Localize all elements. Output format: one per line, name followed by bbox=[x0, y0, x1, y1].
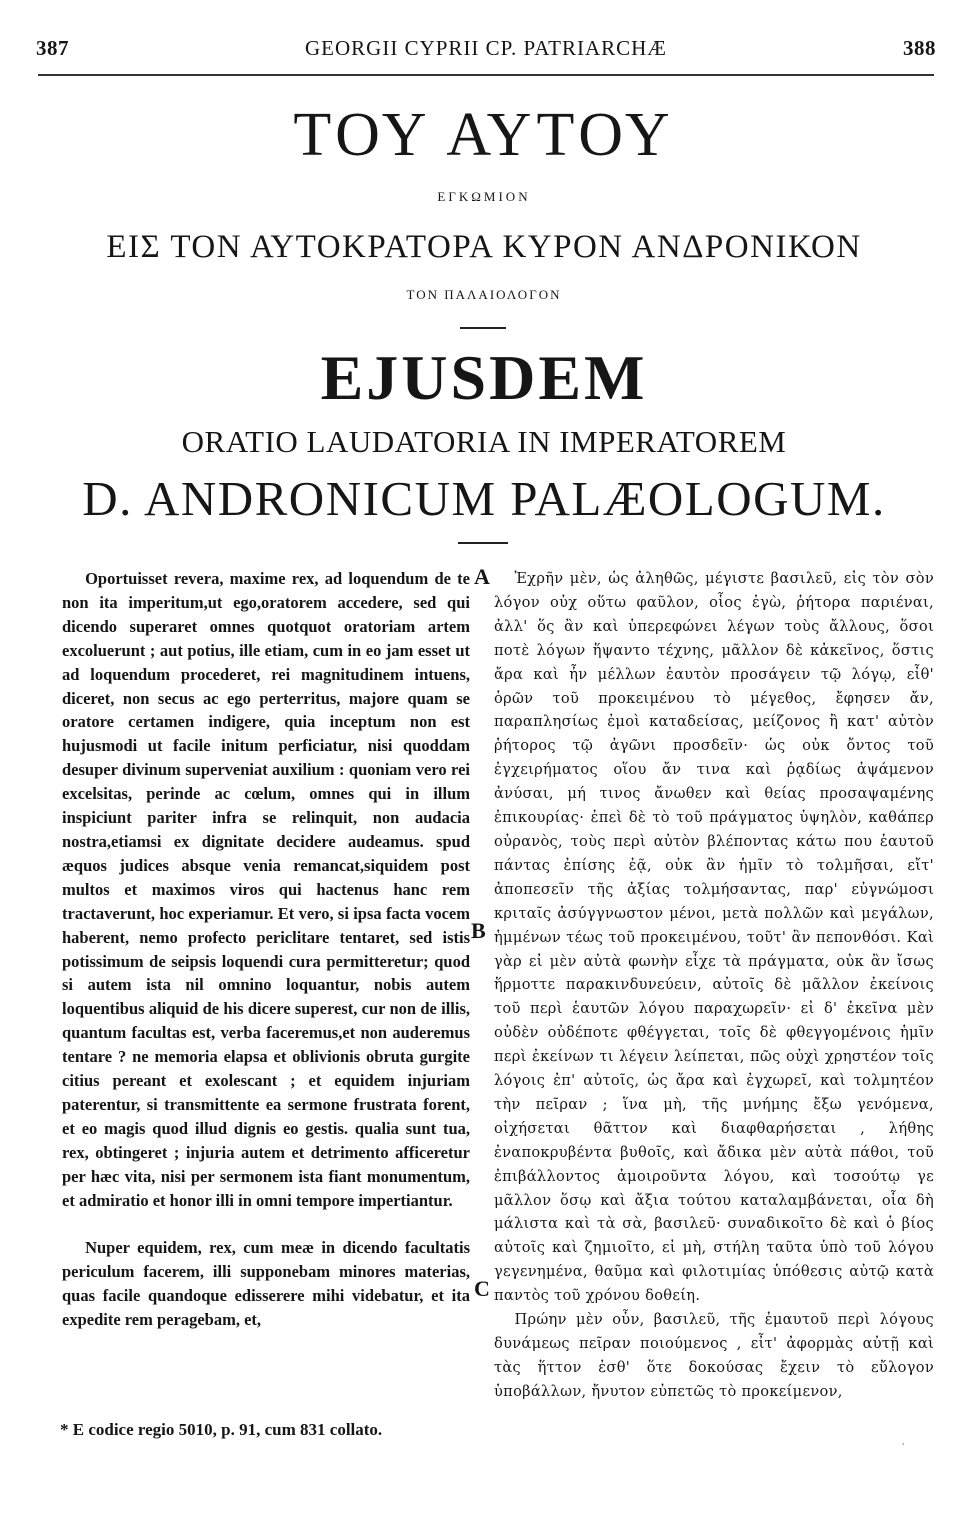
running-title: GEORGII CYPRII CP. PATRIARCHÆ bbox=[305, 36, 667, 60]
page-number-right: 388 bbox=[903, 36, 936, 60]
greek-dedication: ΕΙΣ ΤΟΝ ΑΥΤΟΚΡΑΤΟΡΑ ΚΥΡΟΝ ΑΝΔΡΟΝΙΚΟΝ bbox=[106, 229, 862, 265]
latin-name: D. ANDRONICUM PALÆOLOGUM. bbox=[82, 471, 886, 526]
greek-column bbox=[494, 567, 934, 1404]
ink-mark: , bbox=[902, 1436, 905, 1447]
latin-paragraph: Oportuisset revera, maxime rex, ad loquendum de te non ita imperitum,ut ego,oratorem accedere, sed qui dicendo superaret omnes quotquot oratoriam artem excoluerunt ; aut potius, ille etiam, cum in eo jam esset ut ad loquendum procederet, rei magnitudinem intuens, diceret, non secus ac ego perterritus, majore quam se oratore certamen indigere, quia inceptum non est hujusmodi ut facile initum perficiatur, nisi quoddam desuper divinum superveniat auxilium : quoniam vero rei excelsitas, perinde ac cœlum, omnes qui in illum inspiciunt pariter infra se relinquit, non audacia nostra,etiamsi ex dignitate decidere audeamus. spud æquos judices absque venia remancat,siquidem post multos et maximos viros qui hactenus hanc rem tractaverunt, hoc experiamur. Et vero, si ipsa facta vocem haberent, nemo profecto periclitare tentaret, sed istis potissimum de seipsis loquendi cura permitteretur; quod si autem ista nil omnino loquantur, nobis autem loquentibus aliquid de his dicere superest, cur non de illis, quantum facultas est, verba faceremus,et non auderemus tentare ? ne memoria elapsa et oblivionis obruta gurgite citius pereant et exolescant ; et equidem injuriam paterentur, si transmittente ea sermone frustrata forent, et eo magis quod illud dignis eo gestis. qualia sunt tua, rex, obtingeret ; injuria autem et detrimento afficeretur per hæc vita, nisi per sermonem ista fiant monumentum, et admiratio et honor illi in omni tempore impertiantur. bbox=[62, 569, 470, 1210]
latin-subtitle: ORATIO LAUDATORIA IN IMPERATOREM bbox=[181, 424, 787, 459]
title-divider bbox=[460, 327, 506, 329]
greek-paragraph: Ἐχρῆν μὲν, ὡς ἀληθῶς, μέγιστε βασιλεῦ, εἰς τὸν σὸν λόγον οὐχ οὕτω φαῦλον, οἷος ἐγὼ, ῥήτορα παριέναι, ἀλλ' ὅς ἂν καὶ ὑπερεφώνει λέγων τοὺς ἄλλους, ὅσοι ποτὲ λόγων ἥψαντο τέχνης, μᾶλλον δὲ κἀκεῖνος, ὅστις ἄρα καὶ ἦν μέλλων ἑαυτὸν προσάγειν τῷ λόγῳ, εἶθ' ὁρῶν τοῦ προκειμένου τὸ μέγεθος, ἔφησεν ἄν, παραπλησίως ἐμοὶ καταδείσας, μείζονος ἢ κατ' αὐτὸν ῥήτορος τῷ ἀγῶνι προσδεῖν· ὡς οὐκ ὄντος τοῦ ἐγχειρήματος οἵου ἄν τινα καὶ ῥᾳδίως ἀψάμενον ἀνύσαι, μή τινος ἄνωθεν καὶ θείας προσαψαμένης ἐπικουρίας· ἐπεὶ δὲ τὸ τοῦ πράγματος ὑψηλὸν, καθάπερ οὐρανὸς, τοὺς περὶ αὐτὸν βλέποντας κάτω που ἑαυτοῦ πάντας ἐπίσης ἐᾷ, οὐκ ἂν ἡμῖν τὸ τολμῆσαι, εἴτ' ἀποπεσεῖν τῆς ἀξίας τολμήσαντας, παρ' εὐγνώμοσι κριταῖς ἀσύγγνωστον μένοι, μετὰ πολλῶν καὶ μεγάλων, ἡμμένων τέως τοῦ προκειμένου, τοῦτ' ἂν πεπονθόσι. Καὶ γὰρ εἰ μὲν αὐτὰ φωνὴν εἶχε τὰ πράγματα, οὐκ ἂν ἴσως ἥρμοττε παρακινδυνεύειν, αὐτοῖς δὲ μᾶλλον ἐκείνοις τοῦ περὶ ἑαυτῶν λόγου παραχωρεῖν· εἰ δ' ἐκεῖνα μὲν οὐδὲν οὐδέποτε φθέγγεται, τοῖς δὲ φθεγγομένοις ἡμῖν περὶ ἐκείνων τι λέγειν λείπεται, πῶς οὐχὶ χρηστέον τοῖς λόγοις ἐπ' αὐτοῖς, ὡς ἄρα καὶ ἐγχωρεῖ, καὶ τολμητέον τὴν πεῖραν ; ἵνα μὴ, τῆς μνήμης ἔξω γενόμενα, οἰχήσεται θᾶττον καὶ διαφθαρήσεται , λήθης ἐναποκρυβέντα βυθοῖς, καὶ ἄδικα μὲν αὐτὰ πάθοι, τοῦ ἐπιβάλλοντος ἀμοιροῦντα λόγου, καὶ τοσούτῳ γε μᾶλλον ὅσῳ καὶ ἄξια τούτου καταλαμβάνεται, οἷα δὴ μάλιστα καὶ τὰ σὰ, βασιλεῦ· συναδικοῖτο δὲ καὶ ὁ βίος αὐτοῖς καὶ ζημιοῖτο, εἰ μὴ, στήλη ταῦτα ὑπὸ τοῦ λόγου γεγενημένα, θαῦμα καὶ φιλοτιμίας ὑπόθεσις αὐτῷ κατὰ παντὸς τοῦ χρόνου δοθείη. bbox=[494, 570, 934, 1305]
greek-title: ΤΟΥ ΑΥΤΟΥ bbox=[293, 101, 675, 169]
margin-marker-a: A bbox=[474, 564, 490, 589]
page-number-left: 387 bbox=[36, 36, 69, 60]
greek-subtitle: ΕΓΚΩΜΙΟΝ bbox=[437, 189, 531, 204]
header-rule bbox=[38, 74, 934, 76]
latin-title: EJUSDEM bbox=[320, 342, 648, 413]
running-header bbox=[36, 36, 936, 61]
margin-marker-b: B bbox=[471, 918, 486, 943]
greek-paragraph: Πρώην μὲν οὖν, βασιλεῦ, τῆς ἐμαυτοῦ περὶ λόγους δυνάμεως πεῖραν ποιούμενος , εἶτ' ἀφορμὰς αὐτῇ καὶ τὰς ἥττον ἐσθ' ὅτε δοκούσας ἔχειν τὸ εὔλογον ὑποβάλλων, ἤνυτον εὐπετῶς τὸ προκείμενον, bbox=[494, 1311, 934, 1400]
latin-paragraph: Nuper equidem, rex, cum meæ in dicendo facultatis periculum facerem, illi supponebam minores materias, quas facile quandoque edisserere mihi videbatur, et ita expedite rem peragebam, et, bbox=[62, 1238, 470, 1330]
section-divider bbox=[458, 542, 508, 544]
footnote: * E codice regio 5010, p. 91, cum 831 collato. bbox=[60, 1420, 383, 1439]
latin-column bbox=[62, 567, 470, 1332]
margin-marker-c: C bbox=[474, 1276, 490, 1301]
greek-name: ΤΟΝ ΠΑΛΑΙΟΛΟΓΟΝ bbox=[406, 287, 562, 302]
